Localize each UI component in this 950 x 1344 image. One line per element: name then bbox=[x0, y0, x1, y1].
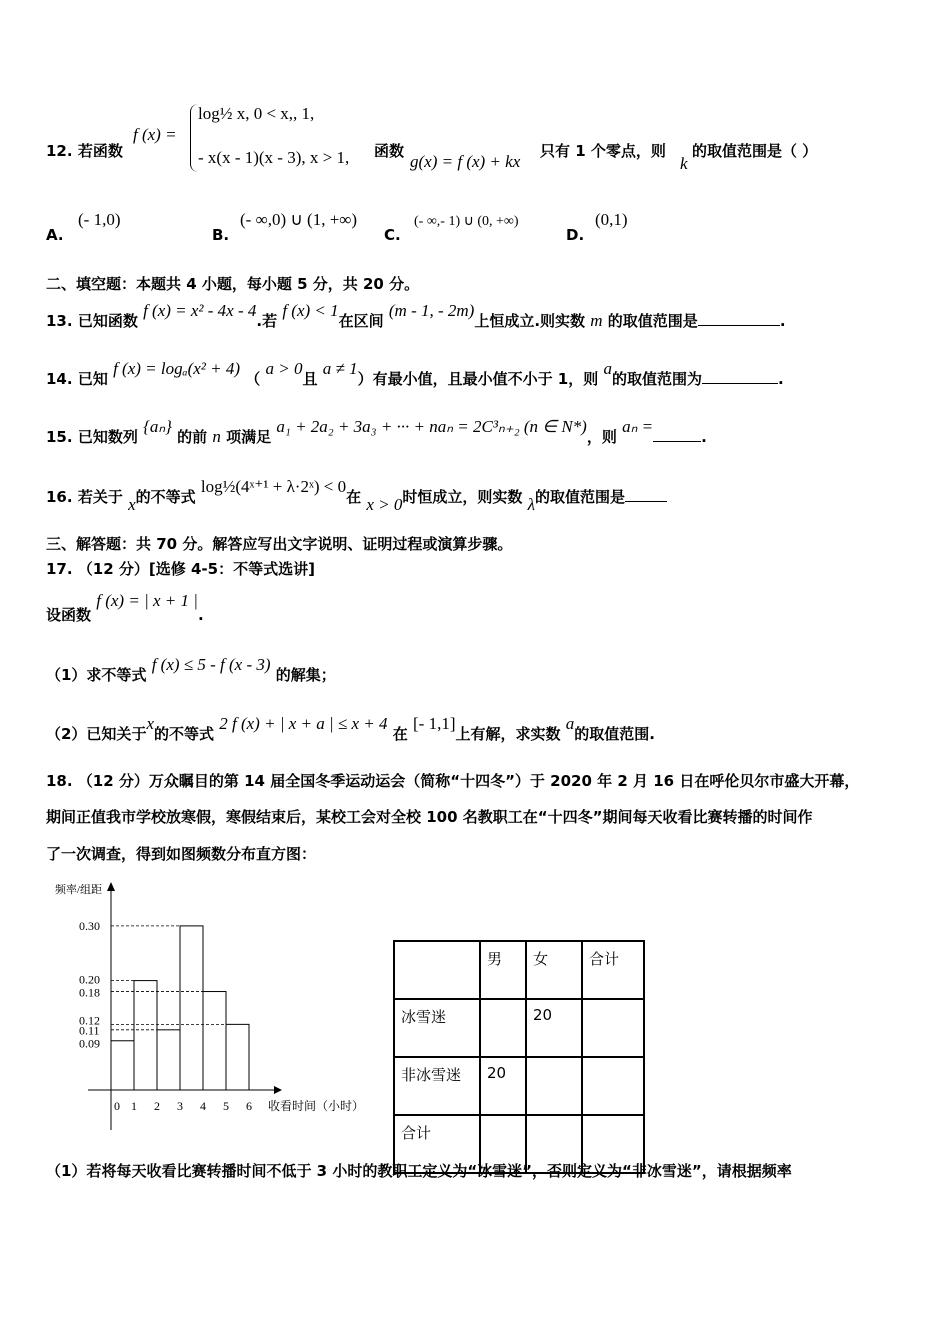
option-a-value: (- 1,0) bbox=[78, 210, 121, 229]
histogram-bar bbox=[226, 1024, 249, 1090]
y-tick-label: 0.11 bbox=[79, 1023, 100, 1038]
y-tick-label: 0.30 bbox=[79, 918, 100, 933]
option-c-label: C. bbox=[384, 226, 401, 244]
x-tick-label: 2 bbox=[154, 1099, 160, 1113]
option-b-label: B. bbox=[212, 226, 230, 244]
q12-text: 若函数 bbox=[77, 142, 123, 160]
table-row: 合计 bbox=[394, 1115, 644, 1173]
q12-gx: g(x) = f (x) + kx bbox=[410, 152, 521, 171]
y-axis-arrow-icon bbox=[107, 882, 115, 891]
q13-line: 13. 已知函数 f (x) = x² - 4x - 4.若 f (x) < 1在区间 (m - 1, - 2m)上恒成立.则实数 m 的取值范围是 . bbox=[46, 301, 786, 330]
x-tick-label: 4 bbox=[200, 1099, 206, 1113]
q18-part1: （1）若将每天收看比赛转播时间不低于 3 小时的教职工定义为“冰雪迷”，否则定义为“非冰雪迷”，请根据频率 bbox=[46, 1162, 792, 1180]
q17-part1: （1）求不等式 f (x) ≤ 5 - f (x - 3) 的解集； bbox=[46, 655, 336, 684]
x-tick-label: 5 bbox=[223, 1099, 229, 1113]
q12-text-mid: 函数 bbox=[374, 142, 405, 160]
option-d-value: (0,1) bbox=[595, 210, 628, 229]
x-tick-label: 1 bbox=[131, 1099, 137, 1113]
q12-case1: log½ x, 0 < x,, 1, bbox=[198, 104, 315, 123]
y-tick-label: 0.20 bbox=[79, 972, 100, 987]
q17-setup: 设函数 f (x) = | x + 1 |. bbox=[46, 591, 204, 624]
y-tick-label: 0.18 bbox=[79, 985, 100, 1000]
histogram-bar bbox=[111, 1041, 134, 1090]
option-b-value: (- ∞,0) ∪ (1, +∞) bbox=[240, 210, 358, 229]
option-a-label: A. bbox=[46, 226, 64, 244]
q12-text-end: 的取值范围是（ ） bbox=[692, 142, 818, 160]
y-tick-label: 0.09 bbox=[79, 1036, 100, 1051]
option-c-value: (- ∞,- 1) ∪ (0, +∞) bbox=[414, 214, 519, 229]
x-tick-label: 0 bbox=[114, 1099, 120, 1113]
option-d-label: D. bbox=[566, 226, 585, 244]
y-tick-label: 0.12 bbox=[79, 1013, 100, 1028]
x-tick-label: 6 bbox=[246, 1099, 252, 1113]
histogram-bar bbox=[134, 981, 157, 1090]
section2-heading: 二、填空题：本题共 4 小题，每小题 5 分，共 20 分。 bbox=[46, 275, 420, 293]
histogram-bar bbox=[157, 1030, 180, 1090]
histogram-bar bbox=[203, 992, 226, 1090]
q17-part2: （2）已知关于x的不等式 2 f (x) + | x + a | ≤ x + 4 在 [- 1,1]上有解，求实数 a的取值范围. bbox=[46, 714, 655, 743]
q18-text-line: 18. （12 分）万众瞩目的第 14 届全国冬季运动运会（简称“十四冬”）于 2020 年 2 月 16 日在呼伦贝尔市盛大开幕， bbox=[46, 772, 860, 790]
contingency-table bbox=[393, 940, 645, 1174]
x-axis-arrow-icon bbox=[274, 1086, 282, 1094]
q14-line: 14. 已知 f (x) = logₐ(x² + 4) （ a > 0且 a ≠ 1）有最小值，且最小值不小于 1，则 a的取值范围为 . bbox=[46, 359, 784, 388]
q15-line: 15. 已知数列 {aₙ} 的前 n 项满足 a₁ + 2a₂ + 3a₃ + ··· + naₙ = 2C³ₙ₊₂ (n ∈ N*)，则 aₙ =. bbox=[46, 417, 707, 446]
q13-function: f (x) = x² - 4x - 4 bbox=[143, 301, 257, 320]
table-row: 冰雪迷 20 bbox=[394, 999, 644, 1057]
q12-number: 12. bbox=[46, 142, 73, 160]
table-row: 非冰雪迷 20 bbox=[394, 1057, 644, 1115]
q17-heading: 17. （12 分）[选修 4-5：不等式选讲] bbox=[46, 560, 315, 578]
q12-k: k bbox=[680, 154, 688, 173]
table-header-row: 男 女 合计 bbox=[394, 941, 644, 999]
x-tick-label: 3 bbox=[177, 1099, 183, 1113]
q16-line: 16. 若关于 x的不等式 log½(4ˣ⁺¹ + λ·2ˣ) < 0在 x > 0时恒成立，则实数 λ的取值范围是 bbox=[46, 486, 667, 507]
q12-text-post: 只有 1 个零点，则 bbox=[540, 142, 666, 160]
q18-text-line: 了一次调查，得到如图频数分布直方图： bbox=[46, 845, 317, 863]
y-axis-label: 频率/组距 bbox=[55, 884, 103, 896]
q12-fx: f (x) = bbox=[133, 125, 177, 144]
q12-case2: - x(x - 1)(x - 3), x > 1, bbox=[198, 148, 350, 167]
section3-heading: 三、解答题：共 70 分。解答应写出文字说明、证明过程或演算步骤。 bbox=[46, 535, 513, 553]
x-axis-label: 收看时间（小时） bbox=[268, 1099, 365, 1113]
histogram-bar bbox=[180, 926, 203, 1090]
q18-text-line: 期间正值我市学校放寒假，寒假结束后，某校工会对全校 100 名教职工在“十四冬”期间每天收看比赛转播的时间作 bbox=[46, 808, 813, 826]
